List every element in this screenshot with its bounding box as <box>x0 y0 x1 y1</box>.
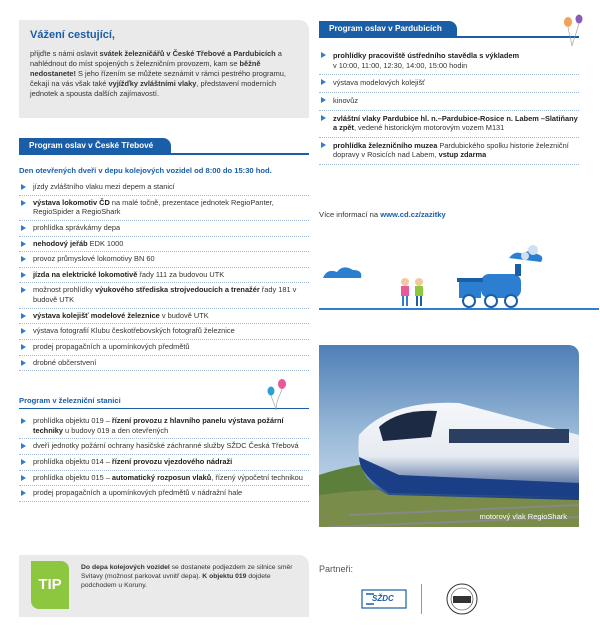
arrow-bullet-icon <box>21 256 26 262</box>
ct-program-list <box>19 180 309 371</box>
list-item: prohlídka objektu 015 – automatický rozposun vlaků, řízený výpočetní technikou <box>19 471 309 487</box>
arrow-bullet-icon <box>321 79 326 85</box>
list-item: kinovůz <box>319 93 579 111</box>
list-item: prohlídky pracoviště ústředního stavědla s výkladem v 10:00, 11:00, 12:30, 14:00, 15:00 hodin <box>319 48 579 75</box>
partners-label: Partneři: <box>319 564 354 574</box>
list-item: výstava fotografií Klubu českotřebovských fotografů železnice <box>19 324 309 340</box>
rze-logo[interactable] <box>438 582 486 619</box>
balloons-icon <box>262 378 290 412</box>
arrow-bullet-icon <box>321 115 326 121</box>
list-item: prohlídka správkárny depa <box>19 221 309 237</box>
arrow-bullet-icon <box>21 225 26 231</box>
arrow-bullet-icon <box>21 328 26 334</box>
list-item: možnost prohlídky výukového střediska strojvedoucích a trenažér řady 181 v budově UTK <box>19 283 309 308</box>
list-item: provoz průmyslové lokomotivy BN 60 <box>19 252 309 268</box>
pce-program-list <box>319 48 579 165</box>
arrow-bullet-icon <box>321 52 326 58</box>
intro-box <box>19 20 309 118</box>
open-day-subhead: Den otevřených dveří v depu kolejových vozidel od 8:00 do 15:30 hod. <box>19 166 272 175</box>
arrow-bullet-icon <box>21 418 26 424</box>
arrow-bullet-icon <box>21 272 26 278</box>
arrow-bullet-icon <box>21 287 26 293</box>
photo-caption: motorový vlak RegioShark <box>479 512 567 522</box>
tip-text: Do depa kolejových vozidel se dostanete podjezdem ze silnice směr Svitavy (možnost parkovat uvnitř depa). K objektu 019 dojdete podchodem u Koruny. <box>81 564 293 589</box>
arrow-bullet-icon <box>21 459 26 465</box>
intro-title: Vážení cestující, <box>30 29 115 41</box>
tip-badge: TIP <box>31 561 69 609</box>
list-item: prodej propagačních a upomínkových předmětů v nádražní hale <box>19 486 309 502</box>
arrow-bullet-icon <box>321 142 326 148</box>
arrow-bullet-icon <box>21 475 26 481</box>
list-item: prohlídka železničního muzea Pardubického spolku historie železniční dopravy v Rosicích nad Labem, vstup zdarma <box>319 138 579 165</box>
arrow-bullet-icon <box>21 490 26 496</box>
station-subhead: Program v železniční stanici <box>19 396 121 405</box>
list-item: výstava modelových kolejišť <box>319 75 579 93</box>
arrow-bullet-icon <box>21 241 26 247</box>
train-illustration <box>319 238 599 328</box>
list-item: jízda na elektrické lokomotivě řady 111 za budovou UTK <box>19 268 309 284</box>
tab-ceska-trebova: Program oslav v České Třebové <box>19 138 171 155</box>
list-item: dveří jednotky požární ochrany hasičské záchranné služby SŽDC Česká Třebová <box>19 439 309 455</box>
szdc-logo[interactable]: SŽDC <box>360 586 408 617</box>
section-rule <box>19 153 309 155</box>
list-item: zvláštní vlaky Pardubice hl. n.–Pardubice-Rosice n. Labem –Slatiňany a zpět, vedené historickým motorovým vozem M131 <box>319 111 579 138</box>
section-rule-right <box>319 36 579 38</box>
train-photo <box>319 345 579 527</box>
intro-text: přijďte s námi oslavit svátek železničářů v České Třebové a Pardubicích a nahlédnout do míst spojených s železničním provozem, kam se běžně nedostanete! S jeho řízením se můžete seznámit v rámci pestrého programu, čekají na vás však také vyjížďky zvláštními vlaky, představení moderních jednotek a spousta dalších zajímavostí. <box>30 48 286 98</box>
more-info-link[interactable]: www.cd.cz/zazitky <box>380 210 446 219</box>
list-item: nehodový jeřáb EDK 1000 <box>19 237 309 253</box>
list-item: prodej propagačních a upomínkových předmětů <box>19 340 309 356</box>
list-item: výstava kolejišť modelové železnice v budově UTK <box>19 309 309 325</box>
arrow-bullet-icon <box>21 200 26 206</box>
station-program-list <box>19 414 309 502</box>
tab-pardubice: Program oslav v Pardubicích <box>319 21 457 38</box>
arrow-bullet-icon <box>21 344 26 350</box>
partners-divider <box>421 584 422 614</box>
tip-box <box>19 555 309 617</box>
list-item: prohlídka objektu 019 – řízení provozu z hlavního panelu výstava požární techniky u budovy 019 a den otevřených <box>19 414 309 439</box>
arrow-bullet-icon <box>21 360 26 366</box>
list-item: drobné občerstvení <box>19 356 309 372</box>
list-item: jízdy zvláštního vlaku mezi depem a stanicí <box>19 180 309 196</box>
arrow-bullet-icon <box>21 443 26 449</box>
arrow-bullet-icon <box>321 97 326 103</box>
balloons-icon-right <box>560 14 588 48</box>
list-item: výstava lokomotiv ČD na malé točně, prezentace jednotek RegioPanter, RegioSpider a RegioShark <box>19 196 309 221</box>
list-item: prohlídka objektu 014 – řízení provozu vjezdového nádraží <box>19 455 309 471</box>
more-info: Více informací na www.cd.cz/zazitky <box>319 210 446 219</box>
arrow-bullet-icon <box>21 184 26 190</box>
arrow-bullet-icon <box>21 313 26 319</box>
